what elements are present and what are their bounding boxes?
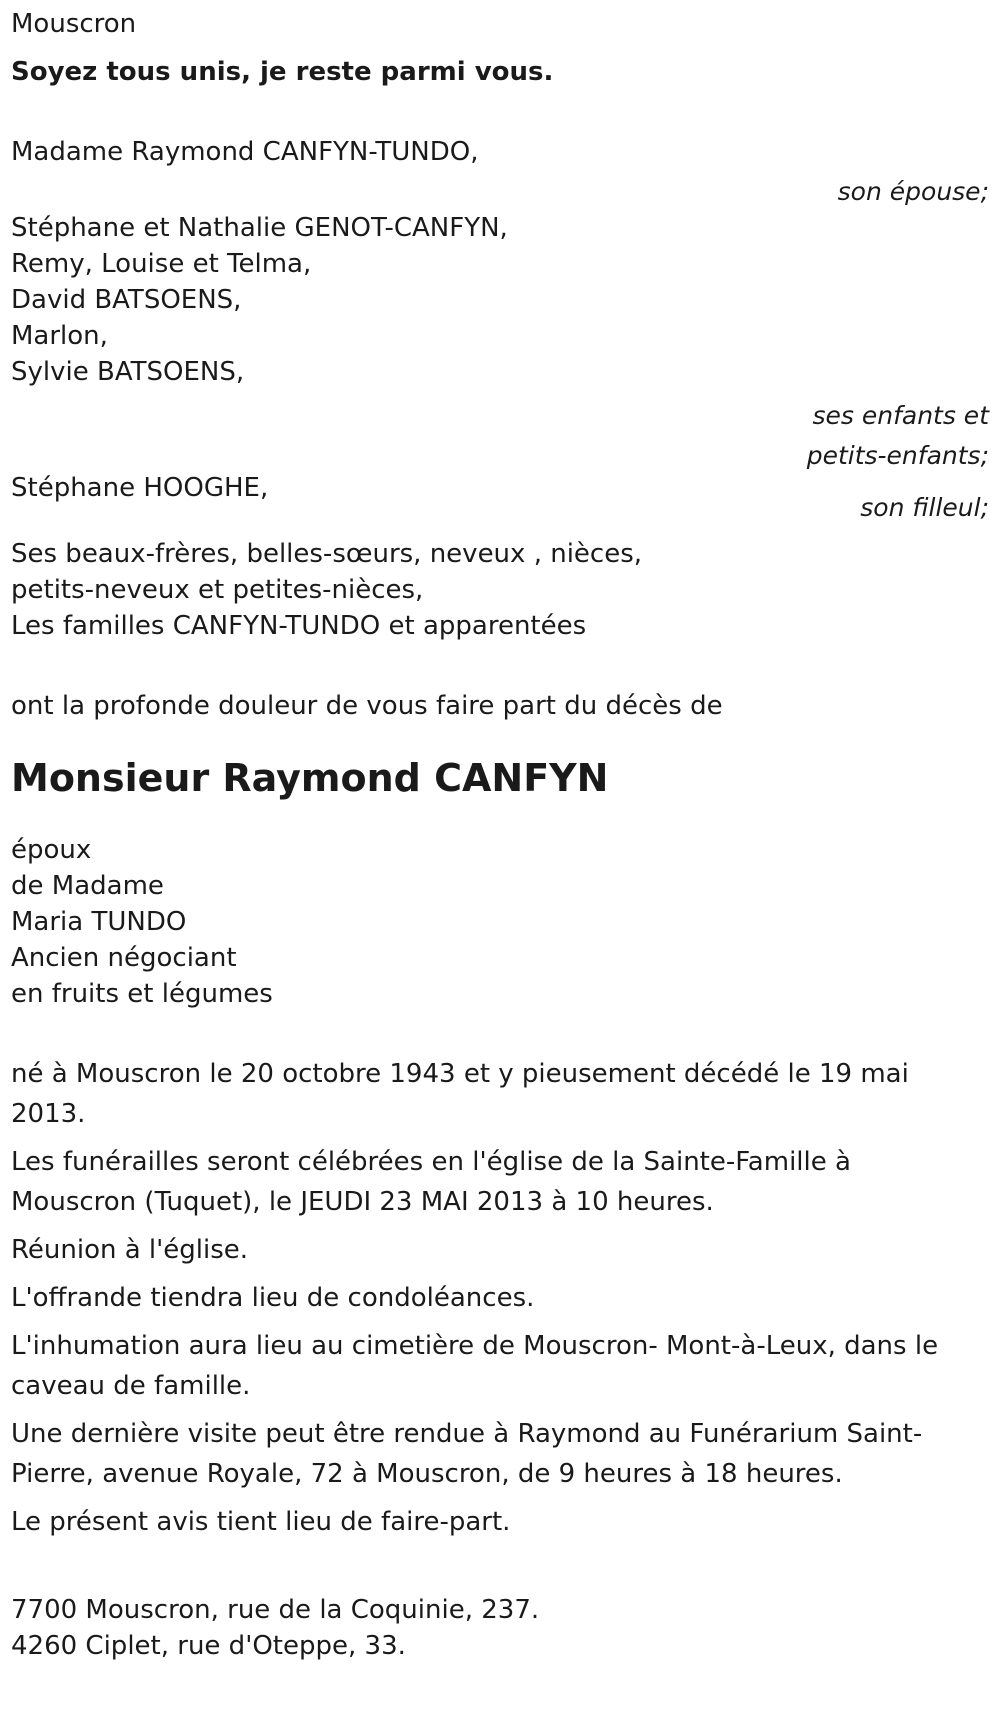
meeting-paragraph: Réunion à l'église. [11,1235,249,1265]
list-item: Marlon, [11,321,108,351]
list-item: petits-neveux et petites-nièces, [11,575,424,605]
spouse-role: son épouse; [837,177,989,206]
funeral-paragraphs [11,1054,991,1542]
list-item: Stéphane et Nathalie GENOT-CANFYN, [11,213,508,243]
list-item: en fruits et légumes [11,979,273,1009]
birth-death-paragraph: né à Mouscron le 20 octobre 1943 et y pieusement décédé le 19 mai 2013. [11,1059,909,1129]
godson-name: Stéphane HOOGHE, [11,473,269,503]
burial-paragraph: L'inhumation aura lieu au cimetière de Mouscron- Mont-à-Leux, dans le caveau de famille. [11,1331,939,1401]
motto: Soyez tous unis, je reste parmi vous. [11,57,554,87]
list-item: époux [11,835,92,865]
deceased-name: Monsieur Raymond CANFYN [11,756,609,800]
relatives-list [11,534,991,646]
children-role-line1: ses enfants et [812,401,989,430]
deceased-details [11,830,991,1014]
list-item: Sylvie BATSOENS, [11,357,245,387]
funeral-paragraph: Les funérailles seront célébrées en l'église de la Sainte-Famille à Mouscron (Tuquet), le JEUDI 23 MAI 2013 à 10 heures. [11,1147,851,1217]
addresses [11,1590,991,1666]
obituary-notice [11,4,991,1666]
address: 7700 Mouscron, rue de la Coquinie, 237. [11,1595,540,1625]
godson-role: son filleul; [860,493,989,522]
city-heading: Mouscron [11,9,137,39]
offering-paragraph: L'offrande tiendra lieu de condoléances. [11,1283,535,1313]
list-item: de Madame [11,871,164,901]
list-item: Ancien négociant [11,943,237,973]
spouse-name: Madame Raymond CANFYN-TUNDO, [11,137,479,167]
list-item: Remy, Louise et Telma, [11,249,312,279]
list-item: Maria TUNDO [11,907,187,937]
children-role-line2: petits-enfants; [806,441,989,470]
visit-paragraph: Une dernière visite peut être rendue à Raymond au Funérarium Saint-Pierre, avenue Royale, 72 à Mouscron, de 9 heures à 18 heures. [11,1419,923,1489]
list-item: David BATSOENS, [11,285,242,315]
list-item: Les familles CANFYN-TUNDO et apparentées [11,611,587,641]
announcement: ont la profonde douleur de vous faire part du décès de [11,691,723,721]
list-item: Ses beaux-frères, belles-sœurs, neveux , nièces, [11,539,643,569]
address: 4260 Ciplet, rue d'Oteppe, 33. [11,1631,406,1661]
notice-paragraph: Le présent avis tient lieu de faire-part. [11,1507,511,1537]
children-list [11,208,991,392]
